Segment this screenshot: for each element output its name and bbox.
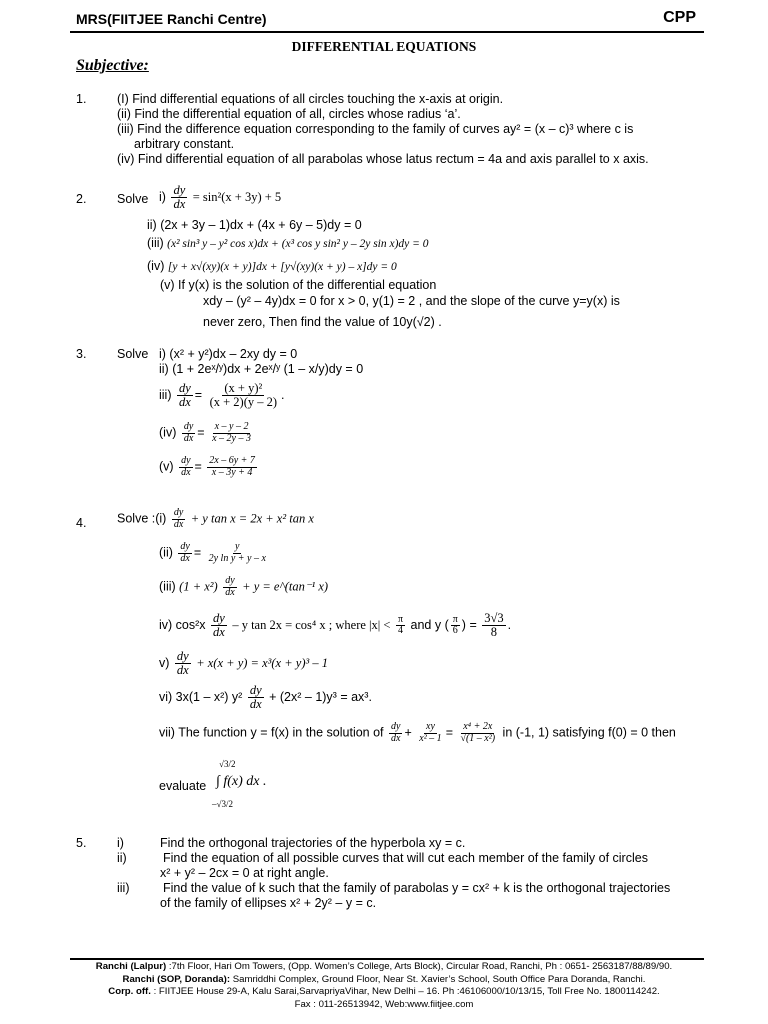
q5-part-ii-a: Find the equation of all possible curves that will cut each member of the family of circles — [163, 851, 648, 865]
q4-part-ii: (ii) $\frac{dy}{dx}$ = $\frac{y}{\text{2y ln y + y – x}}$ — [159, 541, 266, 564]
q2-i-dydx: $\frac{dy}{dx}$ — [173, 183, 186, 212]
q2-solve: Solve — [117, 192, 149, 206]
q3-iv-fraction: $\frac{x - y - 2}{x - 2y - 3}$ — [212, 421, 251, 444]
q5-part-iii-b: of the family of ellipses x² + 2y² – y = c. — [160, 896, 377, 910]
q2-part-ii: ii) (2x + 3y – 1)dx + (4x + 6y – 5)dy = 0 — [147, 218, 362, 232]
q5-part-i: Find the orthogonal trajectories of the hyperbola xy = c. — [160, 836, 466, 850]
q4-iv-result: $\frac{3√3}{8}$ — [484, 611, 504, 640]
q5-part-ii-b: x² + y² – 2cx = 0 at right angle. — [160, 866, 329, 880]
q2-iv-equation: [y + x√(xy)(x + y)]dx + [y√(xy)(x + y) – x]dy = 0 — [167, 261, 397, 273]
q1-part-iv: (iv) Find differential equation of all parabolas whose latus rectum = 4a and axis parallel to x axis. — [117, 152, 649, 166]
q3-number: 3. — [76, 347, 87, 361]
footer-addresses — [0, 961, 768, 1011]
q3-part-iv: (iv) $\frac{dy}{dx}$ = $\frac{x - y - 2}{x - 2y - 3}$ — [159, 421, 251, 444]
q2-part-iv: (iv) [y + x√(xy)(x + y)]dx + [y√(xy)(x + y) – x]dy = 0 — [147, 259, 397, 273]
q2-i-label: i) — [159, 189, 166, 204]
q5-ii-label: ii) — [117, 851, 127, 865]
q2-part-v-b: xdy – (y² – 4y)dx = 0 for x > 0, y(1) = 2 , and the slope of the curve y=y(x) is — [203, 294, 620, 308]
q2-part-i — [159, 184, 281, 211]
q3-iii-fraction: $\frac{\text{(x + y)²}}{(x + 2)(y - 2)}$ — [209, 381, 278, 410]
q4-vii-rhs: $\frac{\text{x⁴ + 2x}}{\text{√(1 – x²)}}$ — [460, 721, 496, 744]
q4-part-i: Solve :(i) $\frac{dy}{dx}$ + y tan x = 2x + x² tan x — [117, 507, 314, 530]
q1-part-iii-a: (iii) Find the difference equation corresponding to the family of curves ay² = (x – c)³ where c is — [117, 122, 634, 136]
q4-part-v: v) $\frac{dy}{dx}$ + x(x + y) = x³(x + y)³ – 1 — [159, 649, 329, 678]
footer-line-4: Fax : 011-26513942, Web:www.fiitjee.com — [294, 998, 474, 1010]
q2-number: 2. — [76, 192, 87, 206]
q2-part-v-c: never zero, Then find the value of 10y(√2) . — [203, 315, 442, 329]
q3-solve: Solve — [117, 347, 149, 361]
q4-part-vi: vi) 3x(1 – x²) y² $\frac{dy}{dx}$ + (2x² – 1)y³ = ax³. — [159, 683, 372, 712]
header-rule — [70, 31, 704, 33]
integral-expression: ∫ f(x) dx . — [216, 774, 267, 789]
q5-iii-label: iii) — [117, 881, 130, 895]
header-centre-name: MRS(FIITJEE Ranchi Centre) — [76, 11, 267, 27]
footer-line-2: Ranchi (SOP, Doranda): Samriddhi Complex, Ground Floor, Near St. Xavier’s School, South Office Para Doranda, Ranchi. — [122, 973, 646, 985]
q1-part-iii-b: arbitrary constant. — [134, 137, 235, 151]
q4-ii-fraction: $\frac{y}{\text{2y ln y + y – x}}$ — [208, 541, 266, 564]
footer-line-3: Corp. off. : FIITJEE House 29-A, Kalu Sarai,SarvapriyaVihar, New Delhi – 16. Ph :46106000/10/13/15, Toll Free No. 1800114242. — [108, 986, 660, 997]
section-heading: Subjective: — [76, 57, 149, 74]
q2-part-v-a: (v) If y(x) is the solution of the differential equation — [160, 278, 437, 292]
footer-rule — [70, 958, 704, 960]
q3-v-fraction: $\frac{2x - 6y + 7}{x - 3y + 4}$ — [209, 455, 255, 478]
q3-part-iii: iii) $\frac{dy}{dx}$ = $\frac{\text{(x + y)²}}{(x + 2)(y - 2)}$ . — [159, 381, 285, 410]
q4-part-iv: iv) cos²x $\frac{dy}{dx}$ – y tan 2x = cos⁴ x ; where |x| < $\frac{\pi}{4}$ and y ( $\frac{\pi}{6}$ ) = $\frac{3√3}{8}$ . — [159, 611, 512, 640]
q1-part-ii: (ii) Find the differential equation of all, circles whose radius ‘a’. — [117, 107, 461, 121]
header-cpp-label: CPP — [663, 9, 696, 26]
page-title: DIFFERENTIAL EQUATIONS — [291, 39, 477, 54]
q4-part-iii: (iii) (1 + x²) $\frac{dy}{dx}$ + y = e^(tan⁻¹ x) — [159, 575, 329, 598]
footer-line-1: Ranchi (Lalpur) :7th Floor, Hari Om Towers, (Opp. Women’s College, Arts Block), Circular Road, Ranchi, Ph : 0651- 2563187/88/89/90. — [95, 961, 673, 972]
q2-i-rhs: = sin²(x + 3y) + 5 — [192, 189, 282, 204]
integral-lower-limit: –√3/2 — [212, 799, 233, 809]
q4-part-vii: vii) The function y = f(x) in the solution of $\frac{dy}{dx}$ + $\frac{xy}{\text{x² – 1}}$ = $\frac{\text{x⁴ + 2x}}{\text{√(1 – x²)}}$ in (-1, 1) satisfying f(0) = 0 then — [159, 721, 676, 744]
q2-iii-equation: (x² sin³ y – y² cos x)dx + (x³ cos y sin² y – 2y sin x)dy = 0 — [167, 238, 429, 250]
integral-upper-limit: √3/2 — [219, 759, 236, 769]
q3-part-v: (v) $\frac{dy}{dx}$ = $\frac{2x - 6y + 7}{x - 3y + 4}$ — [159, 455, 255, 478]
q3-part-ii: ii) (1 + 2eˣ/ʸ)dx + 2eˣ/ʸ (1 – x/y)dy = 0 — [159, 362, 364, 376]
q1-number: 1. — [76, 92, 87, 106]
q2-part-iii: (iii) (x² sin³ y – y² cos x)dx + (x³ cos y sin² y – 2y sin x)dy = 0 — [147, 236, 429, 250]
q3-part-i: i) (x² + y²)dx – 2xy dy = 0 — [159, 347, 298, 361]
q4-number: 4. — [76, 516, 87, 530]
q5-part-iii-a: Find the value of k such that the family of parabolas y = cx² + k is the orthogonal trajectories — [163, 881, 671, 895]
q1-part-i: (I) Find differential equations of all circles touching the x-axis at origin. — [117, 92, 504, 106]
q4-evaluate: evaluate — [159, 779, 207, 793]
q5-number: 5. — [76, 836, 87, 850]
q5-i-label: i) — [117, 836, 124, 850]
